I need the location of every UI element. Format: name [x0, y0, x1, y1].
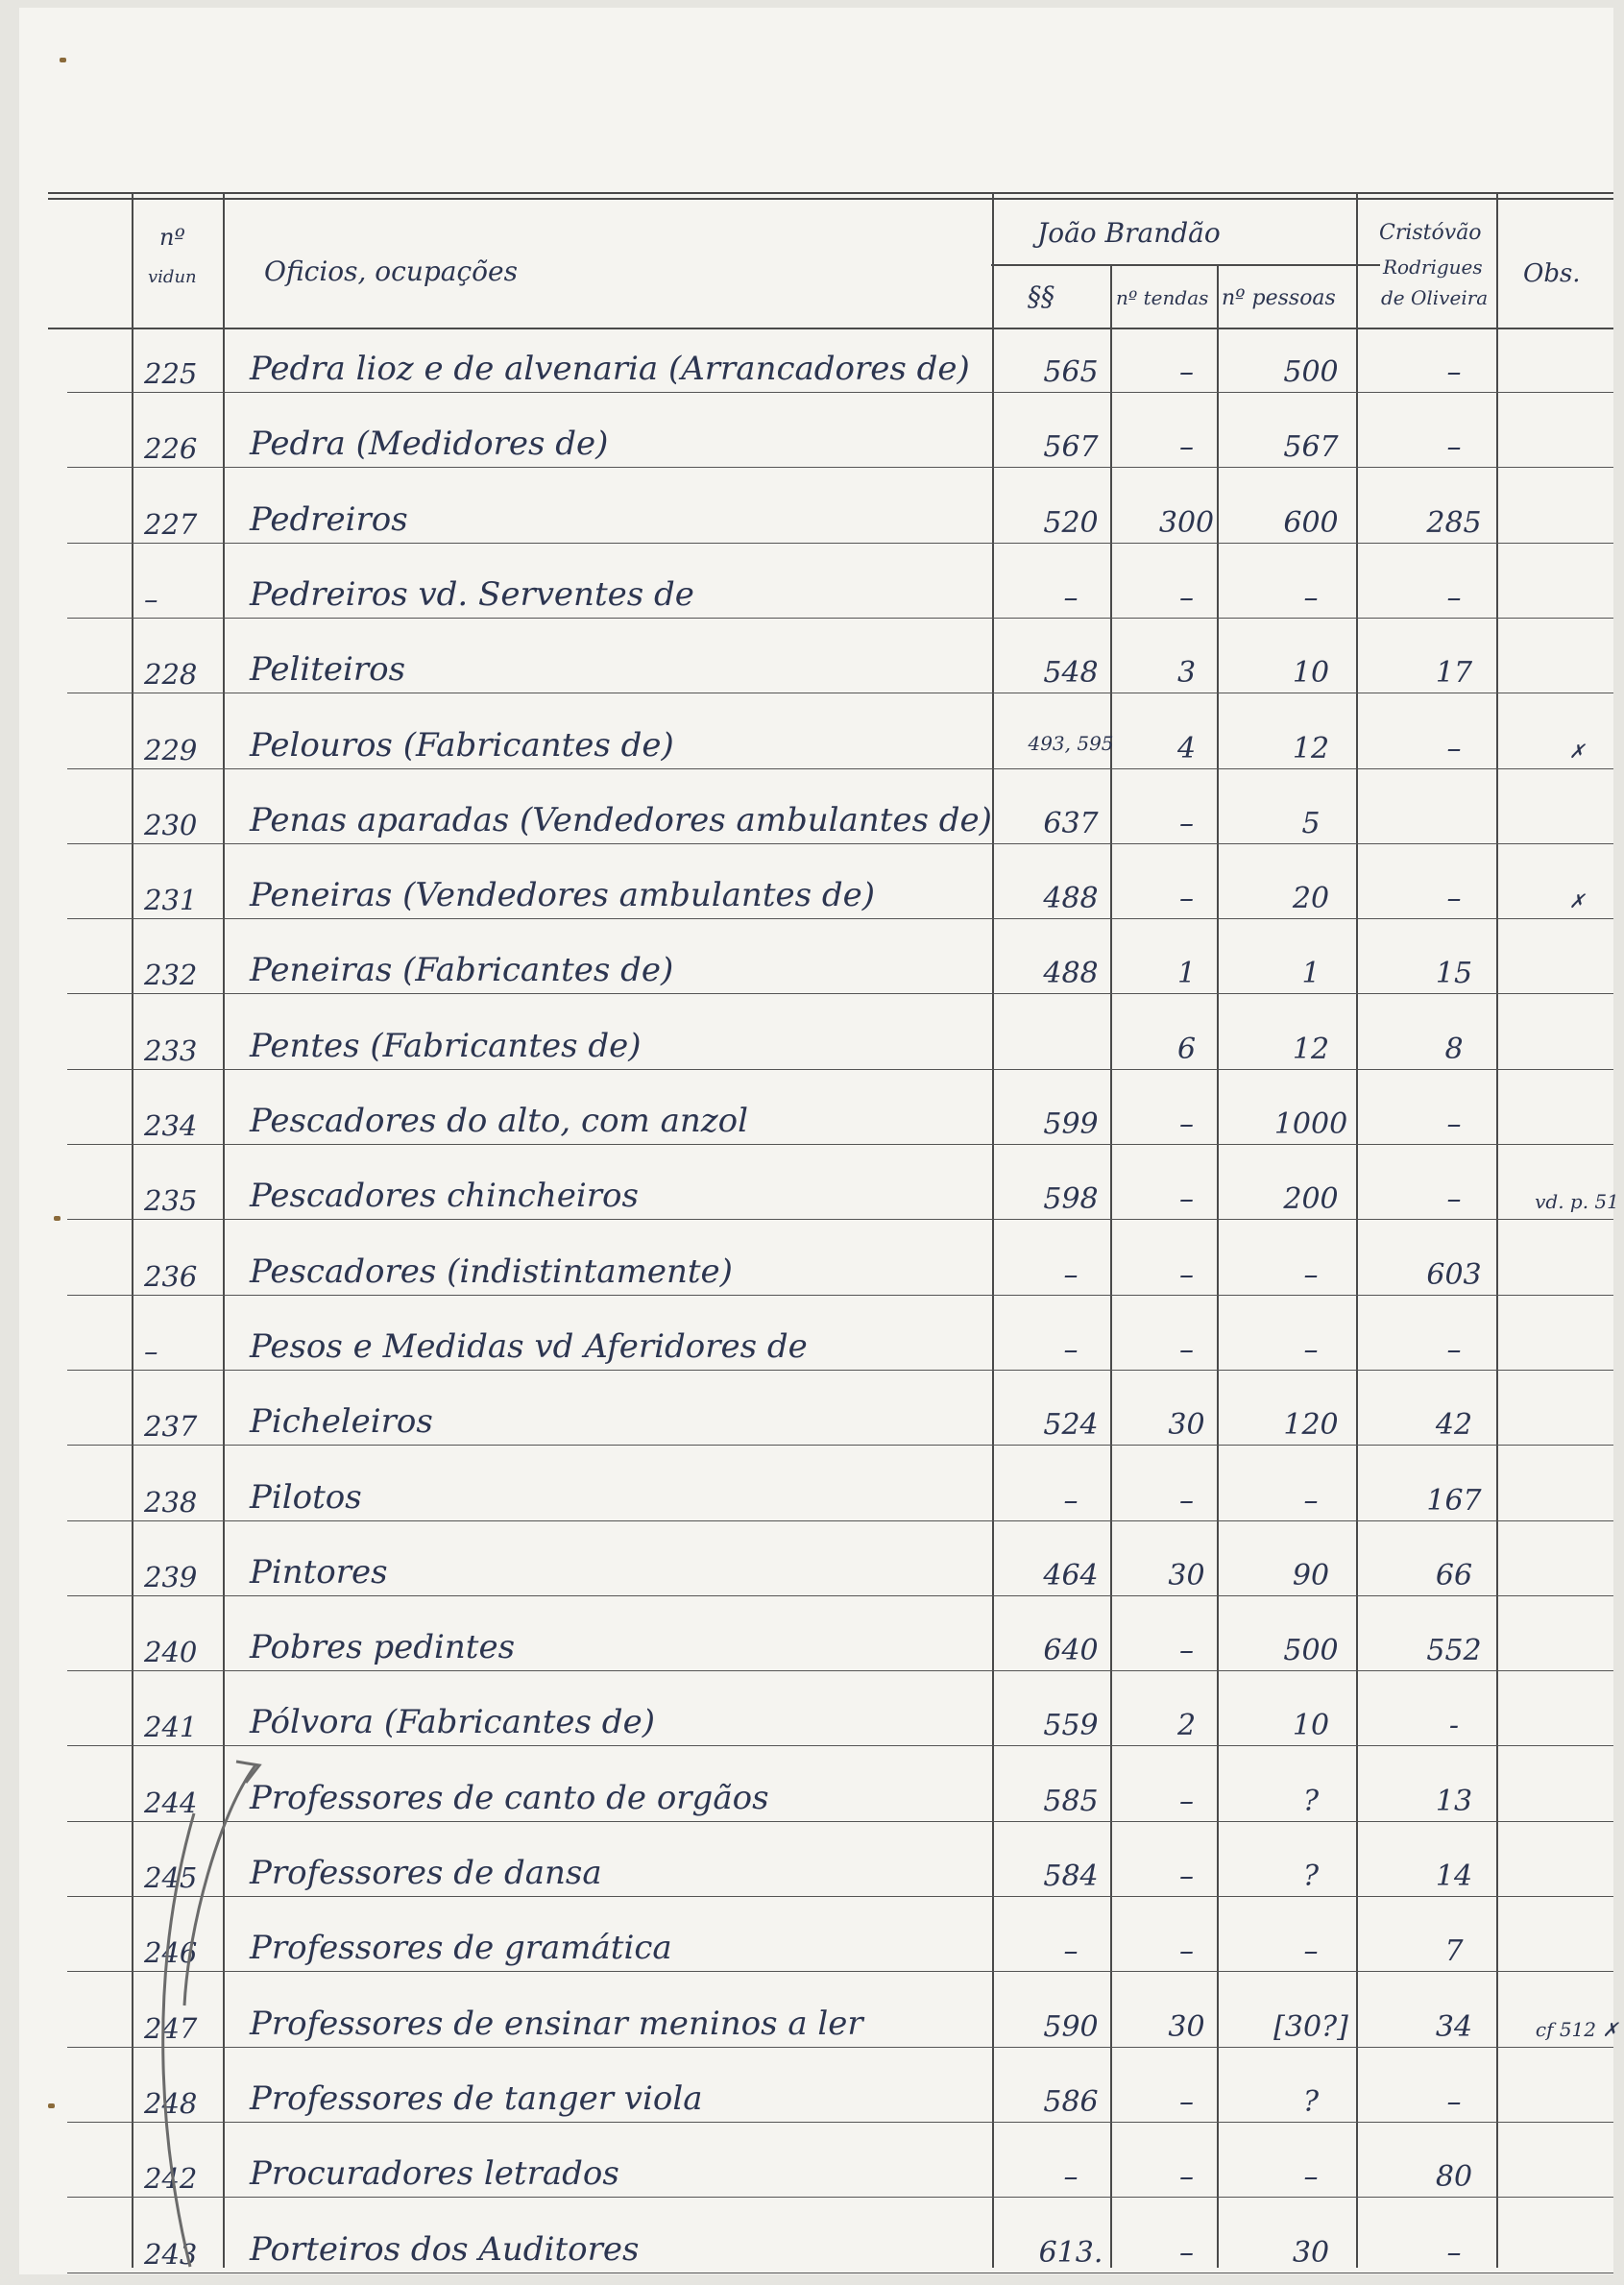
- row-description: Pedreiros: [250, 500, 408, 539]
- row-number: 238: [144, 1486, 198, 1519]
- row-number: 248: [144, 2087, 198, 2120]
- col-tendas: 1: [1176, 957, 1197, 990]
- col-sections: 520: [1043, 506, 1099, 540]
- col-cristovao: –: [1446, 2085, 1462, 2119]
- col-pessoas: –: [1303, 1934, 1319, 1968]
- col-sections: 464: [1043, 1559, 1099, 1592]
- col-cristovao: 14: [1435, 1860, 1473, 1893]
- col-pessoas: 1: [1301, 957, 1321, 990]
- row-number: 245: [144, 1861, 198, 1894]
- col-cristovao: –: [1446, 430, 1462, 464]
- col-sections: 567: [1043, 430, 1099, 464]
- col-cristovao: 7: [1444, 1934, 1464, 1968]
- row-description: Pobres pedintes: [250, 1628, 516, 1666]
- row-description: Professores de canto de orgãos: [250, 1779, 769, 1817]
- col-sections: 488: [1043, 957, 1099, 990]
- col-sections: 640: [1043, 1634, 1099, 1667]
- col-sections: 586: [1043, 2085, 1099, 2119]
- col-sections: 565: [1043, 355, 1099, 389]
- row-number: 232: [144, 959, 198, 991]
- col-tendas: –: [1179, 2085, 1194, 2119]
- col-tendas: 30: [1168, 2010, 1205, 2044]
- header-pessoas: nº pessoas: [1222, 286, 1336, 310]
- col-pessoas: –: [1303, 1484, 1319, 1518]
- col-cristovao: 80: [1435, 2160, 1473, 2194]
- col-tendas: –: [1179, 1182, 1194, 1216]
- row-description: Pescadores (indistintamente): [250, 1252, 733, 1291]
- col-tendas: –: [1179, 581, 1194, 615]
- row-number: 247: [144, 2012, 198, 2045]
- row-number: 243: [144, 2238, 198, 2271]
- row-description: Peneiras (Vendedores ambulantes de): [250, 876, 876, 914]
- col-sections: 493, 595: [1028, 732, 1114, 755]
- col-sections: 585: [1043, 1785, 1099, 1818]
- col-cristovao: 42: [1435, 1408, 1473, 1442]
- col-tendas: 6: [1176, 1033, 1197, 1066]
- col-sections: –: [1063, 1333, 1079, 1367]
- col-pessoas: ?: [1302, 1785, 1320, 1818]
- col-tendas: –: [1179, 1107, 1194, 1141]
- col-sections: –: [1063, 1258, 1079, 1292]
- col-pessoas: 20: [1292, 882, 1330, 915]
- col-pessoas: 10: [1292, 1709, 1330, 1742]
- col-tendas: –: [1179, 2236, 1194, 2270]
- header-cristovao-3: de Oliveira: [1381, 286, 1489, 309]
- header-no-sub: vidun: [148, 267, 197, 287]
- col-cristovao: 17: [1435, 656, 1473, 690]
- col-tendas: –: [1179, 1934, 1194, 1968]
- col-cristovao: 603: [1426, 1258, 1482, 1292]
- col-pessoas: 567: [1283, 430, 1339, 464]
- col-tendas: 3: [1176, 656, 1197, 690]
- row-description: Pólvora (Fabricantes de): [250, 1703, 655, 1741]
- header-joao-brandao: João Brandão: [1037, 217, 1221, 249]
- col-tendas: –: [1179, 2160, 1194, 2194]
- col-pessoas: –: [1303, 1258, 1319, 1292]
- header-oficios: Oficios, ocupações: [264, 255, 518, 287]
- col-cristovao: –: [1446, 1333, 1462, 1367]
- row-description: Professores de tanger viola: [250, 2079, 703, 2118]
- row-number: 228: [144, 658, 198, 691]
- col-cristovao: –: [1446, 2236, 1462, 2270]
- header-sections: §§: [1028, 280, 1054, 312]
- col-pessoas: ?: [1302, 2085, 1320, 2119]
- col-pessoas: [30?]: [1273, 2010, 1348, 2044]
- row-number: 226: [144, 432, 198, 465]
- row-description: Professores de dansa: [250, 1854, 602, 1892]
- col-sections: 524: [1043, 1408, 1099, 1442]
- col-sections: –: [1063, 581, 1079, 615]
- row-description: Pintores: [250, 1553, 388, 1592]
- col-cristovao: 167: [1426, 1484, 1482, 1518]
- col-pessoas: 200: [1283, 1182, 1339, 1216]
- row-description: Pilotos: [250, 1478, 362, 1517]
- col-sections: 584: [1043, 1860, 1099, 1893]
- row-number: 227: [144, 508, 198, 541]
- col-pessoas: 30: [1292, 2236, 1330, 2270]
- col-sections: –: [1063, 1484, 1079, 1518]
- col-tendas: –: [1179, 1634, 1194, 1667]
- col-tendas: –: [1179, 807, 1194, 840]
- row-description: Pelouros (Fabricantes de): [250, 726, 674, 765]
- col-pessoas: 10: [1292, 656, 1330, 690]
- col-tendas: 4: [1176, 732, 1197, 766]
- col-pessoas: –: [1303, 1333, 1319, 1367]
- col-obs: ✗: [1568, 740, 1586, 763]
- row-description: Procuradores letrados: [250, 2154, 619, 2193]
- col-cristovao: 285: [1426, 506, 1482, 540]
- paper-spot: [60, 58, 66, 62]
- col-tendas: –: [1179, 355, 1194, 389]
- row-number: –: [144, 583, 158, 616]
- col-pessoas: 12: [1292, 732, 1330, 766]
- row-description: Porteiros dos Auditores: [250, 2230, 640, 2269]
- col-pessoas: 1000: [1273, 1107, 1348, 1141]
- col-cristovao: 8: [1444, 1033, 1464, 1066]
- row-number: 229: [144, 734, 198, 766]
- row-number: 230: [144, 809, 198, 841]
- row-description: Peliteiros: [250, 650, 406, 689]
- col-tendas: –: [1179, 882, 1194, 915]
- col-sections: 488: [1043, 882, 1099, 915]
- paper-spot: [48, 2103, 55, 2108]
- paper-spot: [54, 1216, 61, 1221]
- col-sections: 548: [1043, 656, 1099, 690]
- col-sections: 599: [1043, 1107, 1099, 1141]
- row-number: 225: [144, 357, 198, 390]
- col-sections: –: [1063, 1934, 1079, 1968]
- col-sections: 559: [1043, 1709, 1099, 1742]
- row-number: –: [144, 1335, 158, 1368]
- row-number: 239: [144, 1561, 198, 1593]
- col-cristovao: 552: [1426, 1634, 1482, 1667]
- row-description: Pesos e Medidas vd Aferidores de: [250, 1327, 808, 1366]
- col-obs: ✗: [1568, 889, 1586, 912]
- row-description: Pescadores chincheiros: [250, 1177, 639, 1215]
- col-pessoas: 500: [1283, 1634, 1339, 1667]
- col-tendas: –: [1179, 1484, 1194, 1518]
- row-description: Pedra (Medidores de): [250, 425, 609, 463]
- col-tendas: –: [1179, 1860, 1194, 1893]
- col-tendas: 30: [1168, 1559, 1205, 1592]
- reorder-arrow-icon: [19, 8, 1613, 2274]
- row-number: 246: [144, 1936, 198, 1969]
- row-description: Penas aparadas (Vendedores ambulantes de): [250, 801, 992, 839]
- row-description: Pedra lioz e de alvenaria (Arrancadores de): [250, 350, 970, 388]
- col-pessoas: ?: [1302, 1860, 1320, 1893]
- col-sections: 598: [1043, 1182, 1099, 1216]
- row-number: 237: [144, 1410, 198, 1443]
- col-tendas: –: [1179, 1785, 1194, 1818]
- col-cristovao: –: [1446, 581, 1462, 615]
- col-cristovao: –: [1446, 882, 1462, 915]
- col-cristovao: –: [1446, 1107, 1462, 1141]
- header-tendas: nº tendas: [1116, 286, 1209, 309]
- row-number: 244: [144, 1787, 198, 1819]
- document-page: [19, 8, 1619, 2274]
- row-number: 241: [144, 1711, 198, 1743]
- col-pessoas: –: [1303, 2160, 1319, 2194]
- col-sections: 637: [1043, 807, 1099, 840]
- col-pessoas: 600: [1283, 506, 1339, 540]
- row-number: 236: [144, 1260, 198, 1293]
- row-description: Professores de ensinar meninos a ler: [250, 2005, 863, 2043]
- row-description: Picheleiros: [250, 1402, 433, 1441]
- row-number: 242: [144, 2162, 198, 2195]
- row-description: Peneiras (Fabricantes de): [250, 951, 674, 989]
- col-pessoas: 5: [1301, 807, 1321, 840]
- col-tendas: –: [1179, 1258, 1194, 1292]
- row-description: Pescadores do alto, com anzol: [250, 1102, 749, 1140]
- row-description: Professores de gramática: [250, 1929, 672, 1967]
- header-cristovao-2: Rodrigues: [1383, 255, 1483, 279]
- col-cristovao: -: [1448, 1709, 1460, 1742]
- row-number: 234: [144, 1109, 198, 1142]
- col-pessoas: –: [1303, 581, 1319, 615]
- col-tendas: –: [1179, 1333, 1194, 1367]
- col-cristovao: 13: [1435, 1785, 1473, 1818]
- col-pessoas: 500: [1283, 355, 1339, 389]
- row-description: Pentes (Fabricantes de): [250, 1027, 642, 1065]
- col-cristovao: 34: [1435, 2010, 1473, 2044]
- row-number: 235: [144, 1184, 198, 1217]
- row-description: Pedreiros vd. Serventes de: [250, 575, 694, 614]
- col-cristovao: –: [1446, 355, 1462, 389]
- row-number: 240: [144, 1636, 198, 1668]
- row-number: 233: [144, 1034, 198, 1067]
- col-sections: 613.: [1038, 2236, 1103, 2270]
- row-number: 231: [144, 884, 198, 916]
- col-pessoas: 12: [1292, 1033, 1330, 1066]
- col-pessoas: 120: [1283, 1408, 1339, 1442]
- col-tendas: 30: [1168, 1408, 1205, 1442]
- col-cristovao: 15: [1435, 957, 1473, 990]
- col-obs: vd. p. 51: [1535, 1190, 1619, 1213]
- header-no: nº: [159, 224, 185, 251]
- col-tendas: –: [1179, 430, 1194, 464]
- header-obs: Obs.: [1523, 259, 1581, 288]
- col-sections: –: [1063, 2160, 1079, 2194]
- header-cristovao-1: Cristóvão: [1379, 221, 1482, 245]
- col-tendas: 2: [1176, 1709, 1197, 1742]
- col-sections: 590: [1043, 2010, 1099, 2044]
- col-pessoas: 90: [1292, 1559, 1330, 1592]
- col-cristovao: 66: [1435, 1559, 1473, 1592]
- col-cristovao: –: [1446, 1182, 1462, 1216]
- col-obs: cf 512 ✗: [1535, 2018, 1619, 2041]
- col-tendas: 300: [1158, 506, 1215, 540]
- col-cristovao: –: [1446, 732, 1462, 766]
